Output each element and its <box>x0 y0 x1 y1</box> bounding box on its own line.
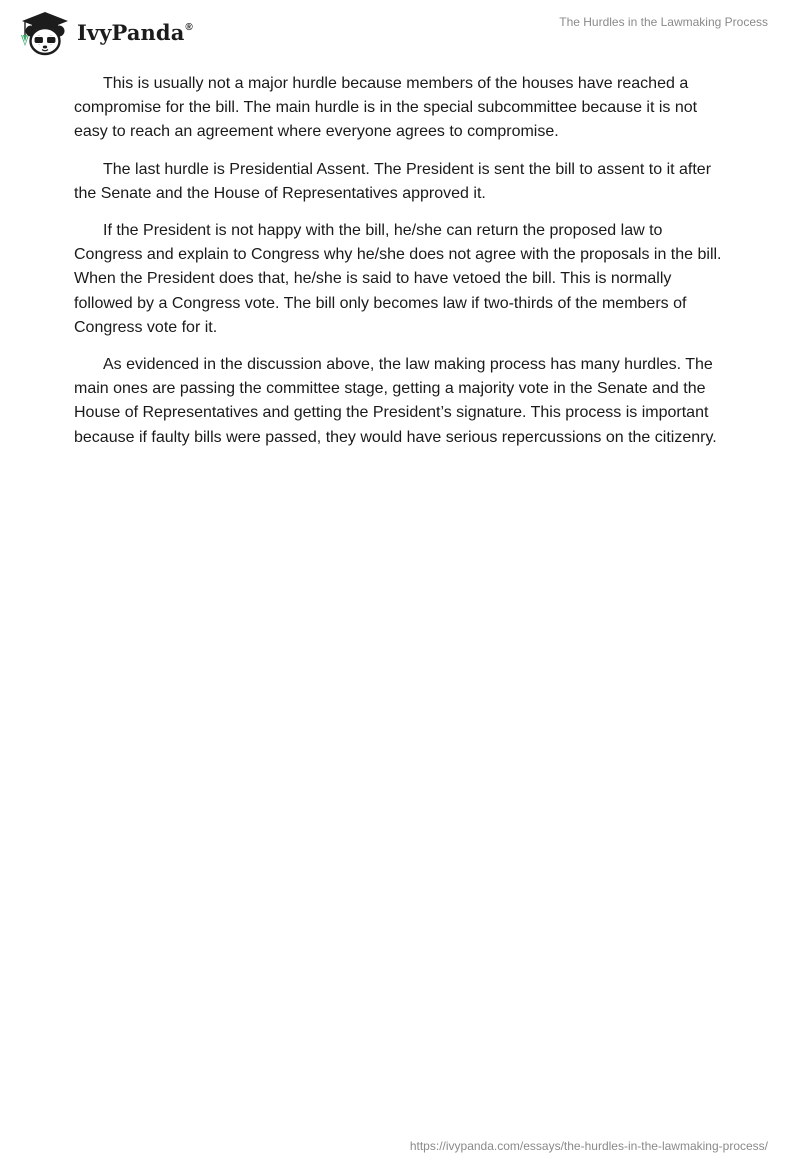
paragraph: If the President is not happy with the bill, he/she can return the proposed law to Congress and explain to Congress why he/she does not agree with the proposals in the bill. When the President does that, he/she is said to have vetoed the bill. This is normally followed by a Congress vote. The bill only becomes law if two-thirds of the members of Congress vote for it. <box>74 222 722 336</box>
paragraph: This is usually not a major hurdle because members of the houses have reached a compromise for the bill. The main hurdle is in the special subcommittee because it is not easy to reach an agreement where everyone agrees to compromise. <box>74 75 698 141</box>
source-url-link[interactable]: https://ivypanda.com/essays/the-hurdles-in-the-lawmaking-process/ <box>409 1139 768 1153</box>
logo-wordmark: IvyPanda® <box>77 19 193 45</box>
paragraph: The last hurdle is Presidential Assent. The President is sent the bill to assent to it after the Senate and the House of Representatives approved it. <box>74 160 712 202</box>
document-title: The Hurdles in the Lawmaking Process <box>559 15 768 29</box>
page-header <box>0 0 800 60</box>
panda-graduate-icon <box>14 8 76 58</box>
ivypanda-logo[interactable] <box>14 8 193 58</box>
paragraph: As evidenced in the discussion above, the law making process has many hurdles. The main ones are passing the committee stage, getting a majority vote in the Senate and the House of Representatives and getting the President’s signature. This process is important because if faulty bills were passed, they would have serious repercussions on the citizenry. <box>74 356 717 446</box>
essay-body <box>74 72 726 463</box>
registered-mark: ® <box>185 21 193 33</box>
